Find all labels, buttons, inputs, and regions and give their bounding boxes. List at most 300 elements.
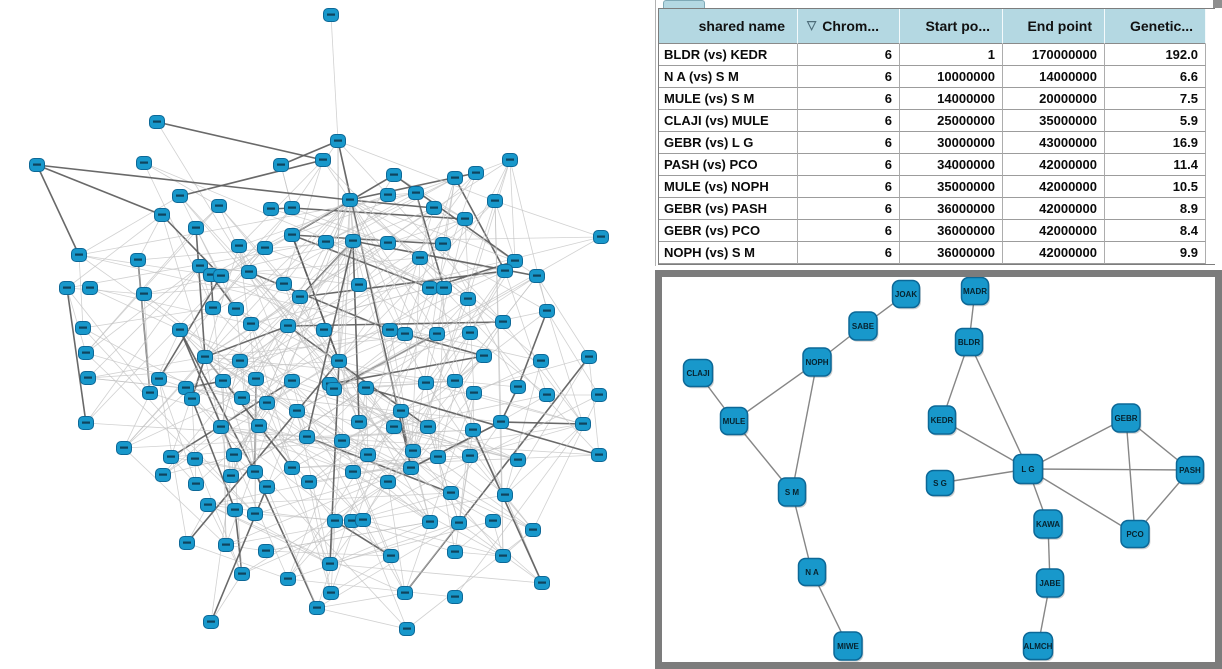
network-node[interactable] <box>419 377 434 390</box>
node-label <box>63 287 71 289</box>
network-node[interactable] <box>137 157 152 170</box>
network-node[interactable] <box>530 270 545 283</box>
network-node[interactable] <box>431 451 446 464</box>
network-node[interactable] <box>258 242 273 255</box>
network-node[interactable] <box>430 328 445 341</box>
network-edge <box>495 201 601 237</box>
network-node[interactable] <box>1177 457 1205 486</box>
cell-start_position: 1 <box>900 44 1003 66</box>
network-node[interactable] <box>423 516 438 529</box>
network-node[interactable] <box>281 573 296 586</box>
network-node[interactable] <box>180 537 195 550</box>
network-node[interactable] <box>437 282 452 295</box>
network-node[interactable] <box>285 202 300 215</box>
network-node[interactable] <box>281 320 296 333</box>
network-edge <box>338 141 388 195</box>
node-label <box>252 378 260 380</box>
node-label <box>464 298 472 300</box>
network-edge <box>407 530 533 629</box>
network-node[interactable] <box>216 375 231 388</box>
network-node[interactable] <box>398 328 413 341</box>
network-node[interactable] <box>332 355 347 368</box>
network-node[interactable] <box>488 195 503 208</box>
node-label <box>288 380 296 382</box>
node-label <box>543 394 551 396</box>
filter-icon[interactable]: ▽ <box>807 18 817 32</box>
network-node[interactable] <box>893 281 921 310</box>
table-row[interactable] <box>659 44 1214 66</box>
network-node[interactable] <box>324 587 339 600</box>
network-node[interactable] <box>498 265 513 278</box>
network-node[interactable] <box>1112 404 1141 434</box>
node-label <box>595 454 603 456</box>
network-node[interactable] <box>227 449 242 462</box>
network-node[interactable] <box>324 9 339 22</box>
cell-chromosome: 6 <box>798 88 900 110</box>
network-node[interactable] <box>76 322 91 335</box>
network-edge <box>589 357 599 455</box>
network-node[interactable] <box>436 238 451 251</box>
network-node[interactable] <box>189 222 204 235</box>
network-node[interactable] <box>398 587 413 600</box>
node-label <box>183 542 191 544</box>
node-label <box>167 456 175 458</box>
table-row[interactable] <box>659 88 1214 110</box>
network-node[interactable] <box>328 515 343 528</box>
network-node[interactable] <box>463 327 478 340</box>
network-node[interactable] <box>498 489 513 502</box>
network-node[interactable] <box>834 632 863 662</box>
small-network-canvas[interactable] <box>662 277 1215 662</box>
network-node[interactable] <box>413 252 428 265</box>
network-node[interactable] <box>929 406 957 436</box>
node-label <box>217 426 225 428</box>
cell-chromosome: 6 <box>798 198 900 220</box>
node-label <box>349 471 357 473</box>
network-node[interactable] <box>496 316 511 329</box>
cell-chromosome: 6 <box>798 44 900 66</box>
node-label <box>327 592 335 594</box>
network-node[interactable] <box>285 229 300 242</box>
network-node[interactable] <box>496 550 511 563</box>
node-label <box>346 199 354 201</box>
node-label <box>319 159 327 161</box>
node-label <box>236 360 244 362</box>
network-node[interactable] <box>300 431 315 444</box>
network-node[interactable] <box>173 324 188 337</box>
network-node[interactable] <box>1037 569 1065 599</box>
table-row[interactable] <box>659 220 1214 242</box>
network-node[interactable] <box>511 454 526 467</box>
node-label <box>499 321 507 323</box>
network-node[interactable] <box>198 351 213 364</box>
node-label <box>334 140 342 142</box>
cell-chromosome: 6 <box>798 220 900 242</box>
network-node[interactable] <box>117 442 132 455</box>
network-node[interactable] <box>60 282 75 295</box>
network-node[interactable] <box>214 270 229 283</box>
node-label: CLAJI <box>686 369 710 378</box>
row-gutter <box>1206 44 1220 66</box>
node-label <box>209 307 217 309</box>
network-node[interactable] <box>285 375 300 388</box>
network-node[interactable] <box>381 476 396 489</box>
network-node[interactable] <box>448 375 463 388</box>
network-node[interactable] <box>335 435 350 448</box>
network-node[interactable] <box>927 471 955 498</box>
node-label <box>176 329 184 331</box>
node-label <box>335 360 343 362</box>
node-label <box>263 402 271 404</box>
node-label: MIWE <box>837 642 859 651</box>
network-node[interactable] <box>384 550 399 563</box>
node-label <box>390 174 398 176</box>
network-node[interactable] <box>511 381 526 394</box>
network-node[interactable] <box>394 405 409 418</box>
node-label: MULE <box>722 417 746 426</box>
network-node[interactable] <box>79 347 94 360</box>
network-node[interactable] <box>229 303 244 316</box>
node-label <box>235 245 243 247</box>
network-node[interactable] <box>359 382 374 395</box>
network-node[interactable] <box>131 254 146 267</box>
network-node[interactable] <box>150 116 165 129</box>
table-row[interactable] <box>659 66 1214 88</box>
network-node[interactable] <box>381 189 396 202</box>
cell-genetic: 7.5 <box>1105 88 1206 110</box>
cell-genetic: 8.4 <box>1105 220 1206 242</box>
node-label <box>390 426 398 428</box>
network-node[interactable] <box>535 577 550 590</box>
cell-start_position: 36000000 <box>900 242 1003 264</box>
network-edge[interactable] <box>1126 418 1135 534</box>
node-label <box>217 275 225 277</box>
network-node[interactable] <box>592 389 607 402</box>
node-label <box>231 509 239 511</box>
network-edge <box>211 574 242 622</box>
network-node[interactable] <box>381 237 396 250</box>
network-node[interactable] <box>244 318 259 331</box>
network-node[interactable] <box>1034 510 1063 540</box>
network-node[interactable] <box>352 416 367 429</box>
network-node[interactable] <box>143 387 158 400</box>
node-label <box>158 214 166 216</box>
node-label <box>79 327 87 329</box>
node-label <box>533 275 541 277</box>
network-node[interactable] <box>467 387 482 400</box>
row-gutter <box>1206 66 1220 88</box>
network-node[interactable] <box>204 616 219 629</box>
network-node[interactable] <box>188 453 203 466</box>
network-node[interactable] <box>277 278 292 291</box>
network-node[interactable] <box>327 383 342 396</box>
node-label <box>355 284 363 286</box>
network-edge[interactable] <box>1028 469 1190 470</box>
network-node[interactable] <box>448 172 463 185</box>
network-node[interactable] <box>219 539 234 552</box>
table-row[interactable] <box>659 198 1214 220</box>
table-scrollbar-fragment[interactable] <box>1213 0 1222 8</box>
row-gutter <box>1206 110 1220 132</box>
network-node[interactable] <box>956 329 984 358</box>
network-node[interactable] <box>316 154 331 167</box>
network-node[interactable] <box>260 481 275 494</box>
row-gutter <box>1206 198 1220 220</box>
network-node[interactable] <box>264 203 279 216</box>
cell-end_point: 35000000 <box>1003 110 1105 132</box>
network-node[interactable] <box>343 194 358 207</box>
network-node[interactable] <box>224 470 239 483</box>
network-node[interactable] <box>582 351 597 364</box>
network-node[interactable] <box>494 416 509 429</box>
node-label <box>261 247 269 249</box>
row-gutter <box>1206 132 1220 154</box>
network-node[interactable] <box>79 417 94 430</box>
cell-start_position: 25000000 <box>900 110 1003 132</box>
node-label: S M <box>784 488 800 497</box>
network-node[interactable] <box>83 282 98 295</box>
network-node[interactable] <box>387 421 402 434</box>
node-label <box>466 332 474 334</box>
network-node[interactable] <box>285 462 300 475</box>
network-node[interactable] <box>232 240 247 253</box>
network-edge[interactable] <box>969 342 1028 469</box>
node-label <box>277 164 285 166</box>
network-node[interactable] <box>259 545 274 558</box>
network-node[interactable] <box>81 372 96 385</box>
network-edge <box>79 255 541 361</box>
table-row[interactable] <box>659 176 1214 198</box>
node-label <box>407 467 415 469</box>
node-label <box>288 207 296 209</box>
node-label <box>501 270 509 272</box>
node-label <box>401 592 409 594</box>
network-node[interactable] <box>448 546 463 559</box>
node-label <box>447 492 455 494</box>
node-label <box>416 257 424 259</box>
node-label <box>86 287 94 289</box>
network-edge <box>317 608 407 629</box>
cell-start_position: 35000000 <box>900 176 1003 198</box>
node-label <box>537 360 545 362</box>
network-node[interactable] <box>849 312 878 342</box>
network-node[interactable] <box>201 499 216 512</box>
network-node[interactable] <box>249 373 264 386</box>
network-node[interactable] <box>448 591 463 604</box>
network-node[interactable] <box>235 392 250 405</box>
network-node[interactable] <box>534 355 549 368</box>
network-node[interactable] <box>206 302 221 315</box>
network-node[interactable] <box>1024 633 1054 662</box>
network-node[interactable] <box>409 187 424 200</box>
row-gutter <box>1206 220 1220 242</box>
cell-shared_name: MULE (vs) NOPH <box>659 176 798 198</box>
network-node[interactable] <box>466 424 481 437</box>
network-node[interactable] <box>1121 521 1150 550</box>
network-node[interactable] <box>274 159 289 172</box>
network-node[interactable] <box>452 517 467 530</box>
network-node[interactable] <box>721 408 749 437</box>
network-node[interactable] <box>189 478 204 491</box>
column-header-shared_name[interactable] <box>659 9 798 44</box>
column-header-genetic[interactable] <box>1105 9 1206 44</box>
network-node[interactable] <box>576 418 591 431</box>
network-node[interactable] <box>152 373 167 386</box>
cell-chromosome: 6 <box>798 176 900 198</box>
node-label <box>288 467 296 469</box>
network-edge <box>288 579 455 597</box>
network-node[interactable] <box>72 249 87 262</box>
node-label: KEDR <box>930 416 954 425</box>
network-node[interactable] <box>477 350 492 363</box>
network-node[interactable] <box>248 508 263 521</box>
cell-chromosome: 6 <box>798 132 900 154</box>
network-node[interactable] <box>503 154 518 167</box>
node-label: ALMCH <box>1023 642 1053 651</box>
network-node[interactable] <box>185 393 200 406</box>
network-node[interactable] <box>331 135 346 148</box>
node-label <box>480 355 488 357</box>
column-header-start_position[interactable] <box>900 9 1003 44</box>
cell-chromosome: 6 <box>798 110 900 132</box>
cell-genetic: 6.6 <box>1105 66 1206 88</box>
network-node[interactable] <box>423 282 438 295</box>
table-panel-tab-fragment[interactable] <box>663 0 705 8</box>
network-node[interactable] <box>469 167 484 180</box>
node-label <box>192 227 200 229</box>
network-node[interactable] <box>540 305 555 318</box>
cell-start_position: 34000000 <box>900 154 1003 176</box>
network-node[interactable] <box>356 514 371 527</box>
node-label <box>204 504 212 506</box>
table-row[interactable] <box>659 132 1214 154</box>
network-node[interactable] <box>260 397 275 410</box>
network-node[interactable] <box>248 466 263 479</box>
node-label <box>543 310 551 312</box>
network-node[interactable] <box>137 288 152 301</box>
node-label <box>506 159 514 161</box>
network-node[interactable] <box>799 559 827 588</box>
network-node[interactable] <box>592 449 607 462</box>
network-edge <box>67 288 86 353</box>
node-label: BLDR <box>957 338 981 347</box>
network-node[interactable] <box>684 360 714 389</box>
node-label <box>364 454 372 456</box>
node-label: S G <box>933 479 947 488</box>
network-node[interactable] <box>463 450 478 463</box>
node-label <box>422 382 430 384</box>
node-label <box>320 329 328 331</box>
row-gutter <box>1206 242 1220 264</box>
network-node[interactable] <box>400 623 415 636</box>
network-edge <box>474 393 583 424</box>
network-edge <box>309 482 331 593</box>
node-label <box>33 164 41 166</box>
table-header-row <box>659 9 1214 44</box>
network-node[interactable] <box>361 449 376 462</box>
network-node[interactable] <box>962 278 990 307</box>
network-node[interactable] <box>803 348 832 378</box>
network-node[interactable] <box>346 235 361 248</box>
small-network-viewport[interactable] <box>662 277 1215 662</box>
network-node[interactable] <box>406 445 421 458</box>
node-label <box>284 325 292 327</box>
network-node[interactable] <box>526 524 541 537</box>
network-node[interactable] <box>540 389 555 402</box>
cell-end_point: 42000000 <box>1003 154 1105 176</box>
node-label <box>499 555 507 557</box>
network-node[interactable] <box>252 420 267 433</box>
node-label <box>75 254 83 256</box>
network-node[interactable] <box>293 291 308 304</box>
network-node[interactable] <box>233 355 248 368</box>
network-node[interactable] <box>228 504 243 517</box>
network-edge <box>157 122 323 160</box>
network-node[interactable] <box>383 324 398 337</box>
network-node[interactable] <box>156 469 171 482</box>
table-row[interactable] <box>659 110 1214 132</box>
network-node[interactable] <box>421 421 436 434</box>
network-node[interactable] <box>461 293 476 306</box>
network-node[interactable] <box>310 602 325 615</box>
network-node[interactable] <box>155 209 170 222</box>
network-node[interactable] <box>387 169 402 182</box>
node-label: N A <box>805 568 819 577</box>
column-header-end_point[interactable] <box>1003 9 1105 44</box>
network-node[interactable] <box>458 213 473 226</box>
cell-genetic: 9.9 <box>1105 242 1206 264</box>
network-node[interactable] <box>214 421 229 434</box>
network-node[interactable] <box>352 279 367 292</box>
network-node[interactable] <box>242 266 257 279</box>
network-node[interactable] <box>779 478 807 508</box>
cell-genetic: 5.9 <box>1105 110 1206 132</box>
network-node[interactable] <box>323 558 338 571</box>
network-node[interactable] <box>444 487 459 500</box>
node-label <box>501 494 509 496</box>
network-node[interactable] <box>486 515 501 528</box>
network-node[interactable] <box>346 466 361 479</box>
network-node[interactable] <box>30 159 45 172</box>
column-header-chromosome[interactable] <box>798 9 900 44</box>
column-header-label: shared name <box>698 18 785 34</box>
cell-end_point: 42000000 <box>1003 242 1105 264</box>
network-node[interactable] <box>302 476 317 489</box>
network-node[interactable] <box>594 231 609 244</box>
node-label: NOPH <box>805 358 829 367</box>
network-node[interactable] <box>404 462 419 475</box>
node-label <box>439 243 447 245</box>
network-node[interactable] <box>164 451 179 464</box>
table-row[interactable] <box>659 154 1214 176</box>
network-node[interactable] <box>212 200 227 213</box>
small-network-panel <box>655 270 1222 669</box>
network-node[interactable] <box>173 190 188 203</box>
node-label <box>514 459 522 461</box>
network-node[interactable] <box>290 405 305 418</box>
network-node[interactable] <box>1014 455 1044 486</box>
node-label <box>470 392 478 394</box>
network-node[interactable] <box>317 324 332 337</box>
cell-shared_name: MULE (vs) S M <box>659 88 798 110</box>
node-label <box>511 260 519 262</box>
network-edge[interactable] <box>792 362 817 492</box>
network-node[interactable] <box>235 568 250 581</box>
node-label <box>191 458 199 460</box>
network-node[interactable] <box>427 202 442 215</box>
network-node[interactable] <box>319 236 334 249</box>
table-row[interactable] <box>659 242 1214 264</box>
